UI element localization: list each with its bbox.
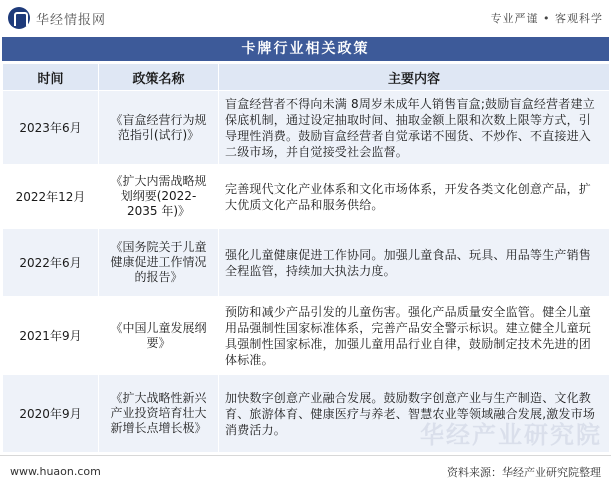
cell-content: 加快数字创意产业融合发展。鼓励数字创意产业与生产制造、文化教育、旅游体育、健康医疗与养老、智慧农业等领域融合发展,激发市场消费活力。: [219, 375, 610, 453]
table-row: [3, 229, 610, 297]
table-row: [3, 297, 610, 375]
site-url[interactable]: www.huaon.com: [10, 465, 101, 478]
cell-time: 2022年6月: [3, 229, 99, 297]
column-header-policy: 政策名称: [99, 64, 219, 91]
top-bar: [0, 0, 611, 36]
cell-policy: 《国务院关于儿童健康促进工作情况的报告》: [99, 229, 219, 297]
cell-content: 预防和减少产品引发的儿童伤害。强化产品质量安全监管。健全儿童用品强制性国家标准体系，完善产品安全警示标识。建立健全儿童玩具强制性国家标准，加强儿童用品行业自律，鼓励制定技术先进的团体标准。: [219, 297, 610, 375]
cell-policy: 《盲盒经营行为规范指引(试行)》: [99, 91, 219, 165]
brand: [8, 7, 106, 29]
table-row: [3, 91, 610, 165]
logo-icon: [8, 7, 30, 29]
cell-policy: 《扩大内需战略规划纲要(2022-2035 年)》: [99, 165, 219, 229]
cell-policy: 《中国儿童发展纲要》: [99, 297, 219, 375]
column-header-time: 时间: [3, 64, 99, 91]
slogan: 专业严谨 • 客观科学: [490, 12, 603, 25]
brand-name: 华经情报网: [36, 12, 107, 28]
cell-time: 2021年9月: [3, 297, 99, 375]
cell-time: 2022年12月: [3, 165, 99, 229]
source-note: 资料来源：华经产业研究院整理: [447, 465, 601, 479]
cell-time: 2023年6月: [3, 91, 99, 165]
footer: [0, 455, 611, 487]
table-row: [3, 375, 610, 453]
cell-content: 强化儿童健康促进工作协同。加强儿童食品、玩具、用品等生产销售全程监管，持续加大执法力度。: [219, 229, 610, 297]
page-title: 卡牌行业相关政策: [2, 37, 609, 61]
cell-policy: 《扩大战略性新兴产业投资培育壮大新增长点增长极》: [99, 375, 219, 453]
column-header-content: 主要内容: [219, 64, 610, 91]
cell-time: 2020年9月: [3, 375, 99, 453]
table-row: [3, 165, 610, 229]
table-header-row: [3, 64, 610, 91]
cell-content: 盲盒经营者不得向未满 8周岁未成年人销售盲盒;鼓励盲盒经营者建立保底机制，通过设定抽取时间、抽取金额上限和次数上限等方式，引导理性消费。鼓励盲盒经营者自觉承诺不囤货、不炒作、不直接进入二级市场，并自觉接受社会监督。: [219, 91, 610, 165]
cell-content: 完善现代文化产业体系和文化市场体系，开发各类文化创意产品，扩大优质文化产品和服务供给。: [219, 165, 610, 229]
watermark: 华经产业研究院: [420, 421, 602, 449]
policy-table: [2, 63, 610, 453]
